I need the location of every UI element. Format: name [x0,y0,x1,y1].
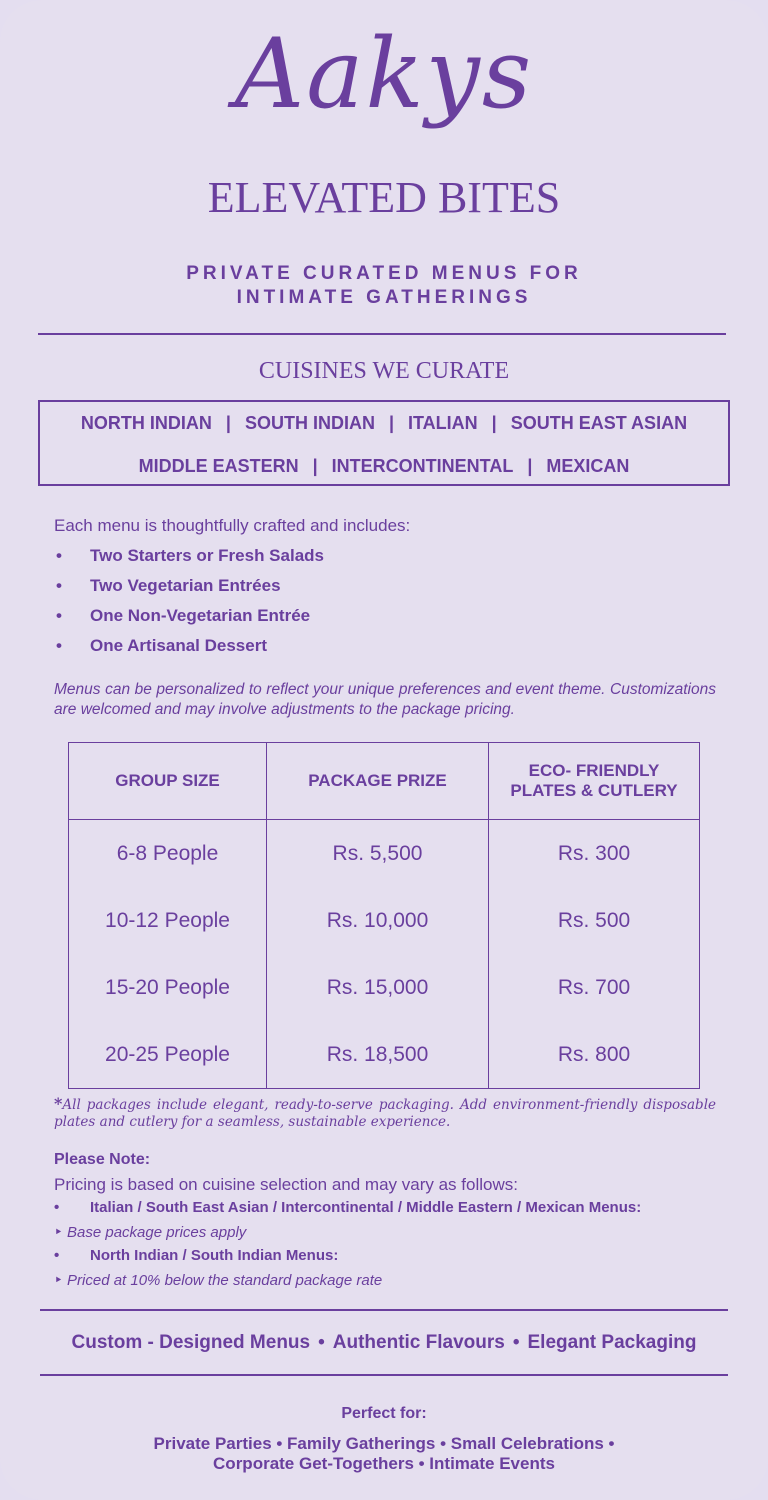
cell-package-price: Rs. 15,000 [267,954,489,1021]
cuisine-separator: | [527,456,533,476]
feature-item: Elegant Packaging [527,1332,697,1353]
bullet-icon: • [54,1199,60,1216]
table-header-row [69,743,700,820]
cuisine-item: SOUTH EAST ASIAN [510,413,688,433]
cuisine-row-2 [40,454,728,478]
list-item [54,545,324,575]
cuisine-separator: | [225,413,231,433]
features-strip [0,1330,768,1356]
please-note-heading: Please Note: [54,1151,151,1168]
cell-group-size: 6-8 People [69,820,267,888]
cell-eco-price: Rs. 700 [489,954,700,1021]
table-row [69,820,700,888]
header-eco-line-1: ECO- FRIENDLY [528,761,660,780]
bullet-icon: • [56,606,62,625]
list-item [54,575,324,605]
cuisine-separator: | [491,413,497,433]
tagline-line-1: PRIVATE CURATED MENUS FOR [186,263,582,284]
cell-package-price: Rs. 5,500 [267,820,489,888]
cuisine-separator: | [312,456,318,476]
perfect-for-line-2: Corporate Get-Togethers • Intimate Events [213,1454,555,1473]
header-eco-friendly [489,743,700,820]
cell-group-size: 10-12 People [69,887,267,954]
pricing-group-2 [54,1246,338,1266]
bullet-icon: • [54,1247,60,1264]
cuisine-item: MEXICAN [546,456,630,476]
perfect-for-heading: Perfect for: [341,1405,427,1422]
divider-features-top [40,1309,728,1311]
bullet-icon: • [56,576,62,595]
feature-separator: • [512,1332,520,1353]
menu-item-label: One Non-Vegetarian Entrée [90,606,311,625]
cuisine-item: ITALIAN [408,413,478,433]
feature-separator: • [318,1332,325,1353]
pricing-group-2-label: North Indian / South Indian Menus: [90,1247,339,1264]
brand-logo: Aakys [234,18,534,130]
please-note-intro: Pricing is based on cuisine selection and may vary as follows: [54,1175,518,1194]
bullet-icon: • [56,546,62,565]
cuisine-separator: | [388,413,395,433]
pricing-group-2-detail: ‣ Priced at 10% below the standard package rate [54,1272,383,1289]
cuisines-box [38,400,730,486]
pricing-group-1-label: Italian / South East Asian / Intercontinental / Middle Eastern / Mexican Menus: [90,1199,642,1216]
list-item [54,605,324,635]
divider-features-bottom [40,1374,728,1376]
cuisine-row-1 [40,411,728,435]
table-row [69,954,700,1021]
pricing-table [68,742,700,1089]
menu-item-label: Two Starters or Fresh Salads [90,546,324,565]
packaging-footnote [54,1095,716,1131]
cell-eco-price: Rs. 800 [489,1021,700,1089]
cell-group-size: 15-20 People [69,954,267,1021]
tagline [0,262,768,310]
cell-package-price: Rs. 10,000 [267,887,489,954]
footnote-text: All packages include elegant, ready-to-serve packaging. Add environment-friendly disposable plates and cutlery for a seamless, sustainable experience. [54,1097,716,1130]
tagline-line-2: INTIMATE GATHERINGS [236,287,532,308]
menu-items-list [54,545,324,665]
bullet-icon: • [56,636,62,655]
header-eco-line-2: PLATES & CUTLERY [510,781,678,800]
cell-package-price: Rs. 18,500 [267,1021,489,1089]
menu-item-label: One Artisanal Dessert [90,636,267,655]
cell-group-size: 20-25 People [69,1021,267,1089]
asterisk-icon: * [54,1094,63,1113]
cell-eco-price: Rs. 300 [489,820,700,888]
table-row [69,887,700,954]
menu-item-label: Two Vegetarian Entrées [90,576,281,595]
customization-note: Menus can be personalized to reflect your unique preferences and event theme. Customizations are welcomed and may involve adjustments to the package pricing. [54,681,716,718]
table-row [69,1021,700,1089]
cuisine-item: MIDDLE EASTERN [138,456,299,476]
cell-eco-price: Rs. 500 [489,887,700,954]
pricing-group-1-detail: ‣ Base package prices apply [54,1224,247,1241]
feature-item: Custom - Designed Menus [71,1332,311,1353]
divider-top [38,333,726,335]
feature-item: Authentic Flavours [332,1332,505,1353]
cuisine-item: INTERCONTINENTAL [331,456,514,476]
cuisine-item: SOUTH INDIAN [244,413,375,433]
pricing-group-1 [54,1198,641,1218]
cuisines-title: CUISINES WE CURATE [258,358,510,384]
brand-subtitle: ELEVATED BITES [207,173,561,222]
header-package-price: PACKAGE PRIZE [267,743,489,820]
menu-intro: Each menu is thoughtfully crafted and includes: [54,516,411,535]
header-group-size: GROUP SIZE [69,743,267,820]
cuisine-item: NORTH INDIAN [80,413,212,433]
perfect-for-line-1: Private Parties • Family Gatherings • Small Celebrations • [153,1434,615,1453]
list-item [54,635,324,665]
